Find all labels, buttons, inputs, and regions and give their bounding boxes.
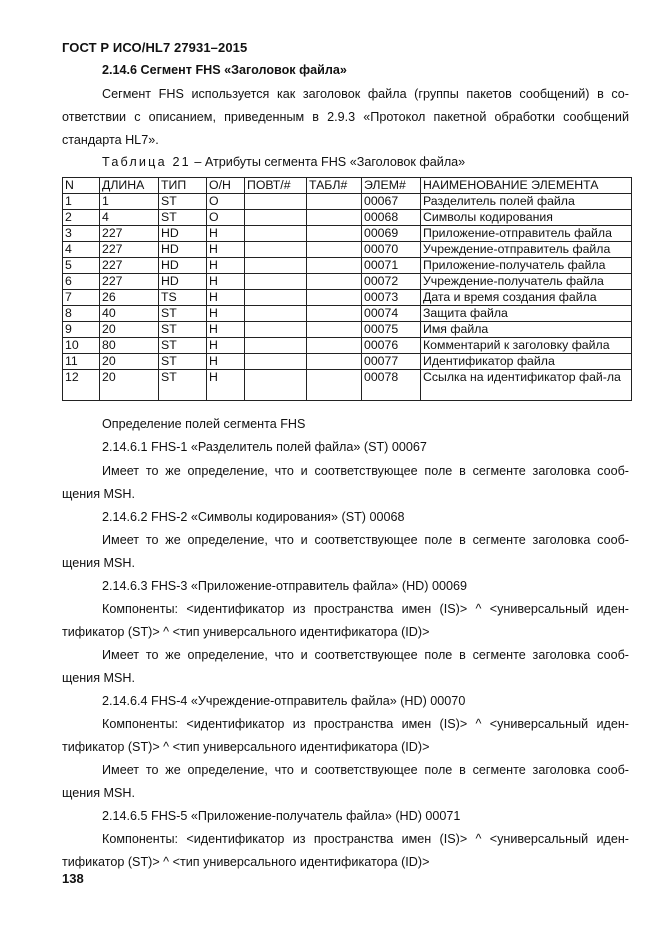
cell-type: TS — [159, 290, 207, 306]
table-caption-text: – Атрибуты сегмента FHS «Заголовок файла» — [190, 155, 466, 169]
table-row — [63, 322, 632, 338]
field-3-line-1: Имеет то же определение, что и соответствующее поле в сегменте заголовка сооб- — [102, 648, 629, 662]
cell-length: 80 — [100, 338, 159, 354]
cell-element-name: Приложение-получатель файла — [421, 258, 632, 274]
col-header-table: ТАБЛ# — [307, 178, 362, 194]
col-header-length: ДЛИНА — [100, 178, 159, 194]
field-4-components-2: тификатор (ST)> ^ <тип универсального идентификатора (ID)> — [62, 740, 430, 754]
field-3-components-1: Компоненты: <идентификатор из пространства имен (IS)> ^ <универсальный иден- — [102, 602, 629, 616]
table-caption-number: Таблица 21 — [102, 155, 191, 169]
cell-length: 26 — [100, 290, 159, 306]
cell-optionality: О — [207, 210, 245, 226]
cell-repeat — [245, 242, 307, 258]
cell-table — [307, 226, 362, 242]
cell-length: 227 — [100, 242, 159, 258]
cell-type: ST — [159, 370, 207, 401]
table-row — [63, 338, 632, 354]
field-2-line-1: Имеет то же определение, что и соответствующее поле в сегменте заголовка сооб- — [102, 533, 629, 547]
cell-element-name: Приложение-отправитель файла — [421, 226, 632, 242]
cell-type: ST — [159, 354, 207, 370]
intro-line-2: ответствии с описанием, приведенным в 2.9.3 «Протокол пакетной обработки сообщений — [62, 110, 629, 124]
cell-length: 1 — [100, 194, 159, 210]
cell-length: 227 — [100, 258, 159, 274]
cell-element-name: Символы кодирования — [421, 210, 632, 226]
field-4-line-1: Имеет то же определение, что и соответствующее поле в сегменте заголовка сооб- — [102, 763, 629, 777]
field-3-components-2: тификатор (ST)> ^ <тип универсального идентификатора (ID)> — [62, 625, 430, 639]
cell-type: ST — [159, 322, 207, 338]
field-4-components-1: Компоненты: <идентификатор из пространства имен (IS)> ^ <универсальный иден- — [102, 717, 629, 731]
cell-length: 20 — [100, 370, 159, 401]
intro-line-1: Сегмент FHS используется как заголовок файла (группы пакетов сообщений) в со- — [102, 87, 629, 101]
table-row — [63, 258, 632, 274]
attributes-table — [62, 177, 632, 401]
cell-table — [307, 242, 362, 258]
cell-table — [307, 258, 362, 274]
cell-length: 20 — [100, 354, 159, 370]
cell-type: HD — [159, 258, 207, 274]
table-body — [63, 194, 632, 401]
field-5-components-1: Компоненты: <идентификатор из пространства имен (IS)> ^ <универсальный иден- — [102, 832, 629, 846]
col-header-element: ЭЛЕМ# — [362, 178, 421, 194]
cell-repeat — [245, 370, 307, 401]
cell-element: 00076 — [362, 338, 421, 354]
cell-optionality: Н — [207, 306, 245, 322]
cell-repeat — [245, 290, 307, 306]
col-header-repeat: ПОВТ/# — [245, 178, 307, 194]
cell-element-name: Идентификатор файла — [421, 354, 632, 370]
field-3-title: 2.14.6.3 FHS-3 «Приложение-отправитель файла» (HD) 00069 — [102, 579, 467, 593]
cell-optionality: Н — [207, 354, 245, 370]
field-1-line-1: Имеет то же определение, что и соответствующее поле в сегменте заголовка сооб- — [102, 464, 629, 478]
cell-table — [307, 306, 362, 322]
table-header-row — [63, 178, 632, 194]
table-row — [63, 242, 632, 258]
cell-n: 6 — [63, 274, 100, 290]
document-header: ГОСТ Р ИСО/HL7 27931–2015 — [62, 40, 248, 55]
cell-repeat — [245, 306, 307, 322]
cell-element-name: Защита файла — [421, 306, 632, 322]
cell-element: 00073 — [362, 290, 421, 306]
cell-repeat — [245, 274, 307, 290]
cell-repeat — [245, 258, 307, 274]
cell-length: 20 — [100, 322, 159, 338]
cell-element-name: Комментарий к заголовку файла — [421, 338, 632, 354]
cell-n: 7 — [63, 290, 100, 306]
cell-element: 00069 — [362, 226, 421, 242]
cell-table — [307, 338, 362, 354]
cell-repeat — [245, 194, 307, 210]
cell-type: ST — [159, 210, 207, 226]
table-row — [63, 274, 632, 290]
cell-n: 5 — [63, 258, 100, 274]
cell-element-name: Учреждение-получатель файла — [421, 274, 632, 290]
cell-element: 00068 — [362, 210, 421, 226]
table-row — [63, 210, 632, 226]
cell-n: 9 — [63, 322, 100, 338]
cell-n: 1 — [63, 194, 100, 210]
field-5-title: 2.14.6.5 FHS-5 «Приложение-получатель файла» (HD) 00071 — [102, 809, 461, 823]
cell-length: 40 — [100, 306, 159, 322]
table-row — [63, 306, 632, 322]
field-2-title: 2.14.6.2 FHS-2 «Символы кодирования» (ST) 00068 — [102, 510, 405, 524]
cell-length: 4 — [100, 210, 159, 226]
cell-table — [307, 370, 362, 401]
cell-element: 00078 — [362, 370, 421, 401]
col-header-optionality: О/Н — [207, 178, 245, 194]
cell-optionality: Н — [207, 338, 245, 354]
cell-n: 12 — [63, 370, 100, 401]
cell-repeat — [245, 338, 307, 354]
cell-optionality: Н — [207, 322, 245, 338]
cell-element-name: Дата и время создания файла — [421, 290, 632, 306]
intro-line-3: стандарта HL7». — [62, 133, 159, 147]
cell-optionality: Н — [207, 370, 245, 401]
col-header-n: N — [63, 178, 100, 194]
section-title: 2.14.6 Сегмент FHS «Заголовок файла» — [102, 63, 347, 77]
cell-optionality: Н — [207, 226, 245, 242]
cell-type: HD — [159, 274, 207, 290]
cell-n: 3 — [63, 226, 100, 242]
cell-element-name: Имя файла — [421, 322, 632, 338]
field-definitions-heading: Определение полей сегмента FHS — [102, 417, 306, 431]
cell-element-name: Ссылка на идентификатор фай-ла — [421, 370, 632, 401]
cell-element: 00071 — [362, 258, 421, 274]
cell-optionality: Н — [207, 258, 245, 274]
cell-length: 227 — [100, 226, 159, 242]
table-row — [63, 370, 632, 401]
cell-table — [307, 210, 362, 226]
cell-element-name: Разделитель полей файла — [421, 194, 632, 210]
cell-type: ST — [159, 194, 207, 210]
cell-element: 00075 — [362, 322, 421, 338]
cell-n: 2 — [63, 210, 100, 226]
cell-type: ST — [159, 338, 207, 354]
cell-element: 00077 — [362, 354, 421, 370]
cell-element: 00072 — [362, 274, 421, 290]
table-row — [63, 226, 632, 242]
cell-repeat — [245, 322, 307, 338]
page-number: 138 — [62, 871, 84, 886]
cell-table — [307, 274, 362, 290]
cell-table — [307, 194, 362, 210]
cell-element: 00067 — [362, 194, 421, 210]
cell-repeat — [245, 226, 307, 242]
field-2-line-2: щения MSH. — [62, 556, 136, 570]
cell-n: 4 — [63, 242, 100, 258]
cell-optionality: О — [207, 194, 245, 210]
cell-optionality: Н — [207, 242, 245, 258]
cell-element: 00070 — [362, 242, 421, 258]
field-1-line-2: щения MSH. — [62, 487, 136, 501]
cell-element-name: Учреждение-отправитель файла — [421, 242, 632, 258]
col-header-element-name: НАИМЕНОВАНИЕ ЭЛЕМЕНТА — [421, 178, 632, 194]
cell-n: 10 — [63, 338, 100, 354]
table-caption — [102, 155, 465, 169]
cell-optionality: Н — [207, 290, 245, 306]
table-row — [63, 290, 632, 306]
cell-table — [307, 322, 362, 338]
cell-n: 8 — [63, 306, 100, 322]
field-4-title: 2.14.6.4 FHS-4 «Учреждение-отправитель файла» (HD) 00070 — [102, 694, 466, 708]
field-5-components-2: тификатор (ST)> ^ <тип универсального идентификатора (ID)> — [62, 855, 430, 869]
table-row — [63, 354, 632, 370]
cell-table — [307, 354, 362, 370]
cell-element: 00074 — [362, 306, 421, 322]
cell-type: HD — [159, 226, 207, 242]
cell-table — [307, 290, 362, 306]
cell-optionality: Н — [207, 274, 245, 290]
col-header-type: ТИП — [159, 178, 207, 194]
field-4-line-2: щения MSH. — [62, 786, 136, 800]
cell-length: 227 — [100, 274, 159, 290]
cell-repeat — [245, 354, 307, 370]
table-row — [63, 194, 632, 210]
cell-repeat — [245, 210, 307, 226]
cell-type: ST — [159, 306, 207, 322]
field-3-line-2: щения MSH. — [62, 671, 136, 685]
field-1-title: 2.14.6.1 FHS-1 «Разделитель полей файла» (ST) 00067 — [102, 440, 427, 454]
cell-type: HD — [159, 242, 207, 258]
cell-n: 11 — [63, 354, 100, 370]
